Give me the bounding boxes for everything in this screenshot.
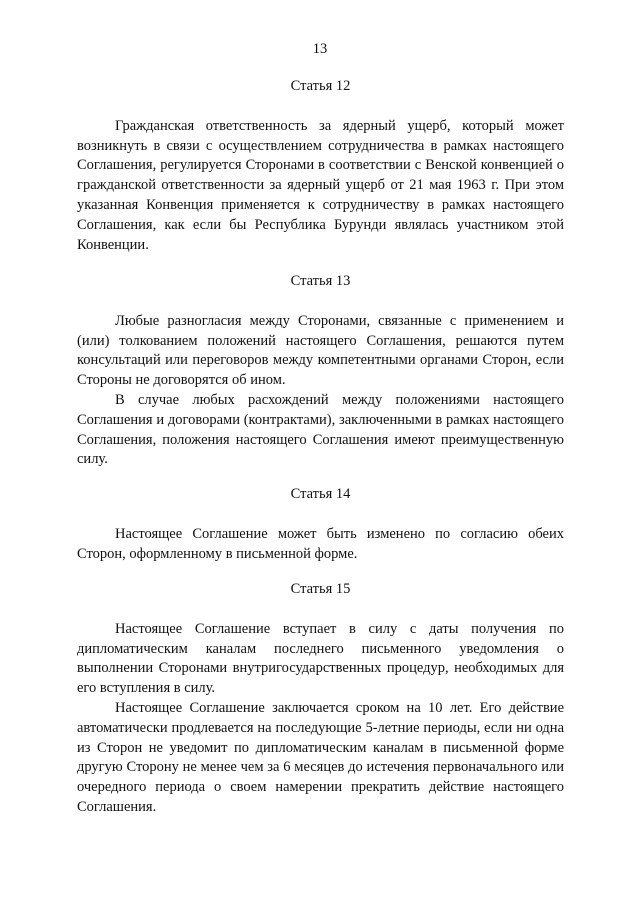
article-heading: Статья 12 (290, 78, 351, 94)
article-paragraph: Любые разногласия между Сторонами, связанные с применением и (или) толкованием положений настоящего Соглашения, решаются путем консультаций или переговоров между компетентными органами Сторон, если Стороны не договорятся об ином. (77, 312, 564, 389)
article-14 (77, 485, 564, 564)
article-heading: Статья 14 (290, 486, 351, 502)
article-heading: Статья 13 (290, 273, 351, 289)
article-paragraph: Настоящее Соглашение может быть изменено по согласию обеих Сторон, оформленному в письменной форме. (77, 525, 564, 562)
article-heading: Статья 15 (290, 581, 351, 597)
page-number: 13 (312, 41, 328, 57)
article-paragraph: Настоящее Соглашение заключается сроком на 10 лет. Его действие автоматически продлевается на последующие 5-летние периоды, если ни одна из Сторон не уведомит по дипломатическим каналам в письменной форме другую Сторону не менее чем за 6 месяцев до истечения первоначального или очередного периода о своем намерении прекратить действие настоящего Соглашения. (77, 699, 564, 815)
article-paragraph: Гражданская ответственность за ядерный ущерб, который может возникнуть в связи с осуществлением сотрудничества в рамках настоящего Соглашения, регулируется Сторонами в соответствии с Венской конвенцией о гражданской ответственности за ядерный ущерб от 21 мая 1963 г. При этом указанная Конвенция применяется к сотрудничеству в рамках настоящего Соглашения, как если бы Республика Бурунди являлась участником этой Конвенции. (77, 117, 564, 253)
article-paragraph: Настоящее Соглашение вступает в силу с даты получения по дипломатическим каналам последнего письменного уведомления о выполнении Сторонами внутригосударственных процедур, необходимых для его вступления в силу. (77, 620, 564, 697)
article-12 (77, 77, 564, 255)
article-15 (77, 580, 564, 818)
article-13 (77, 272, 564, 470)
article-paragraph: В случае любых расхождений между положениями настоящего Соглашения и договорами (контрактами), заключенными в рамках настоящего Соглашения, положения настоящего Соглашения имеют преимущественную силу. (77, 391, 564, 468)
